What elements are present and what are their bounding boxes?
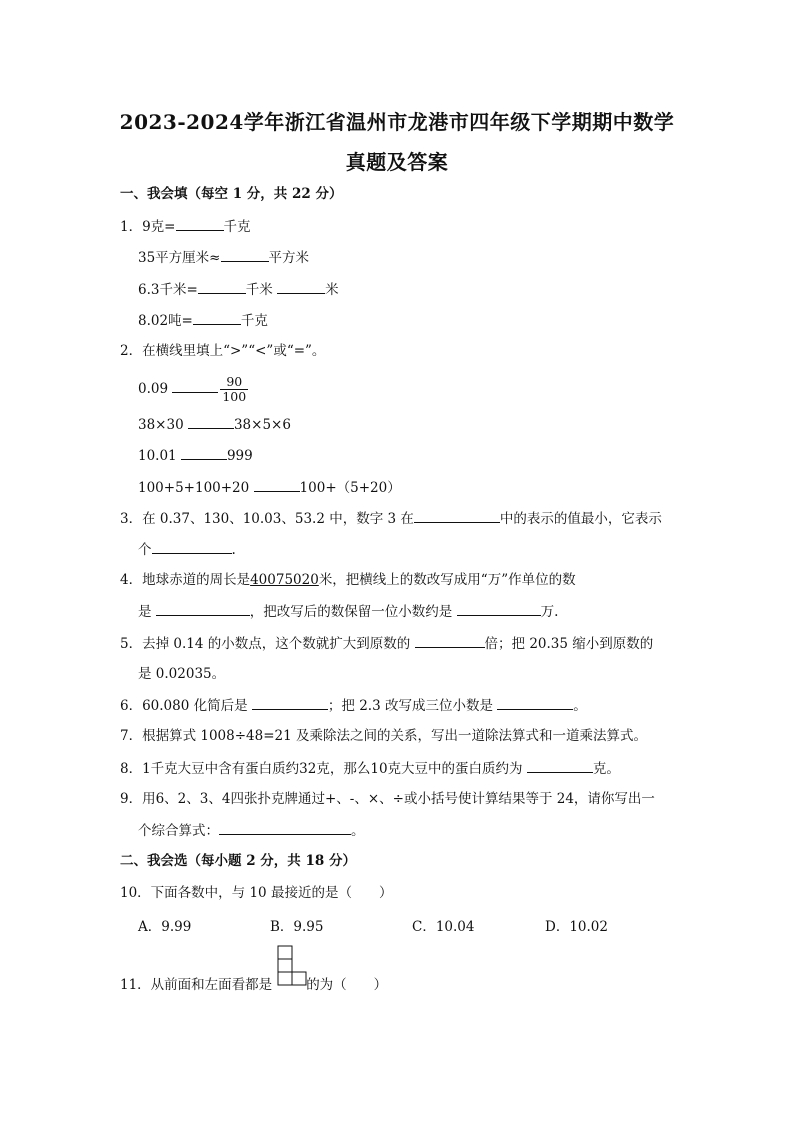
question-3-line1 bbox=[120, 508, 662, 529]
answer-blank[interactable] bbox=[457, 601, 541, 616]
q1b-prefix: 35平方厘米≈ bbox=[138, 250, 221, 266]
q2c-left: 10.01 bbox=[138, 448, 177, 464]
q1b-suffix: 平方米 bbox=[268, 250, 309, 266]
page-title-line2: 真题及答案 bbox=[345, 150, 449, 174]
q2d-right: 100+（5+20） bbox=[299, 480, 401, 496]
q5-prefix: 5．去掉 0.14 的小数点，这个数就扩大到原数的 bbox=[120, 636, 411, 652]
question-8 bbox=[120, 758, 620, 779]
question-1a bbox=[120, 216, 251, 237]
question-2d bbox=[138, 477, 401, 498]
answer-blank[interactable] bbox=[252, 695, 328, 710]
q9-suffix: 。 bbox=[351, 823, 365, 839]
q4-number: 40075020 bbox=[250, 572, 319, 588]
question-11 bbox=[120, 975, 387, 995]
question-5-line2: 是 0.02035。 bbox=[138, 666, 226, 682]
question-1b bbox=[138, 247, 309, 268]
answer-blank[interactable] bbox=[527, 758, 593, 773]
answer-blank[interactable] bbox=[181, 445, 227, 460]
question-2a bbox=[138, 375, 248, 404]
q3-prefix: 3．在 0.37、130、10.03、53.2 中，数字 3 在 bbox=[120, 511, 414, 527]
question-6 bbox=[120, 695, 587, 716]
answer-blank[interactable] bbox=[176, 216, 224, 231]
q2b-left: 38×30 bbox=[138, 417, 184, 433]
answer-blank[interactable] bbox=[277, 279, 325, 294]
question-1c bbox=[138, 279, 339, 300]
answer-blank[interactable] bbox=[254, 477, 300, 492]
fraction-denominator: 100 bbox=[222, 389, 247, 404]
option-a[interactable]: A．9.99 bbox=[138, 919, 192, 935]
q8-prefix: 8．1千克大豆中含有蛋白质约32克，那么10克大豆中的蛋白质约为 bbox=[120, 761, 523, 777]
question-2c bbox=[138, 445, 253, 466]
q4-line2-mid: ，把改写后的数保留一位小数约是 bbox=[249, 604, 453, 620]
question-7: 7．根据算式 1008÷48=21 及乘除法之间的关系，写出一道除法算式和一道乘法算式。 bbox=[120, 728, 648, 744]
q1c-prefix: 6.3千米= bbox=[138, 282, 198, 298]
q11-suffix: 的为（ ） bbox=[306, 977, 388, 993]
question-1d bbox=[138, 310, 268, 331]
question-2-text: 2．在横线里填上“>”“<”或“=”。 bbox=[120, 343, 326, 359]
question-9-line2 bbox=[138, 820, 365, 841]
q3-suffix: 中的表示的值最小，它表示 bbox=[499, 511, 662, 527]
question-9-line1: 9．用6、2、3、4四张扑克牌通过+、-、×、÷或小括号使计算结果等于 24，请你写出一 bbox=[120, 791, 655, 807]
q11-prefix: 11．从前面和左面看都是 bbox=[120, 977, 273, 993]
q4-prefix: 4．地球赤道的周长是 bbox=[120, 572, 251, 588]
question-4-line1 bbox=[120, 570, 576, 590]
q8-suffix: 克。 bbox=[592, 761, 620, 777]
q6-suffix: 。 bbox=[573, 698, 587, 714]
question-3-line2 bbox=[138, 539, 236, 560]
answer-blank[interactable] bbox=[415, 633, 485, 648]
cube-view-grid-icon bbox=[277, 945, 307, 987]
q3-line2-prefix: 个 bbox=[138, 542, 152, 558]
q5-suffix: 倍；把 20.35 缩小到原数的 bbox=[484, 636, 654, 652]
q1a-suffix: 千克 bbox=[223, 219, 251, 235]
option-d[interactable]: D．10.02 bbox=[545, 919, 608, 935]
section-heading-choice: 二、我会选（每小题 2 分，共 18 分） bbox=[120, 853, 356, 869]
answer-blank[interactable] bbox=[193, 310, 241, 325]
q1d-prefix: 8.02吨= bbox=[138, 313, 193, 329]
answer-blank[interactable] bbox=[152, 539, 232, 554]
fraction bbox=[220, 375, 248, 404]
question-5-line1 bbox=[120, 633, 653, 654]
answer-blank[interactable] bbox=[156, 601, 250, 616]
answer-blank[interactable] bbox=[221, 247, 269, 262]
q1c-suffix: 米 bbox=[325, 282, 339, 298]
fraction-numerator: 90 bbox=[220, 375, 248, 390]
q1c-mid: 千米 bbox=[245, 282, 273, 298]
answer-blank[interactable] bbox=[188, 414, 234, 429]
q4-line2-suffix: 万. bbox=[540, 604, 559, 620]
q6-mid: ；把 2.3 改写成三位小数是 bbox=[327, 698, 493, 714]
answer-blank[interactable] bbox=[497, 695, 573, 710]
q3-line2-suffix: . bbox=[231, 542, 236, 558]
q2c-right: 999 bbox=[226, 448, 253, 464]
q4-line2-prefix: 是 bbox=[138, 604, 152, 620]
question-2b bbox=[138, 414, 291, 435]
answer-blank[interactable] bbox=[172, 378, 218, 393]
q2b-right: 38×5×6 bbox=[233, 417, 291, 433]
q4-suffix: 米，把横线上的数改写成用“万”作单位的数 bbox=[318, 572, 576, 588]
q9-prefix: 个综合算式： bbox=[138, 823, 219, 839]
section-heading-fill: 一、我会填（每空 1 分，共 22 分） bbox=[120, 186, 343, 202]
answer-blank[interactable] bbox=[414, 508, 500, 523]
q2d-left: 100+5+100+20 bbox=[138, 480, 250, 496]
answer-blank[interactable] bbox=[219, 820, 351, 835]
page-title-line1: 2023-2024学年浙江省温州市龙港市四年级下学期期中数学 bbox=[119, 110, 675, 134]
q6-prefix: 6．60.080 化简后是 bbox=[120, 698, 248, 714]
option-b[interactable]: B．9.95 bbox=[270, 919, 324, 935]
q1d-suffix: 千克 bbox=[240, 313, 268, 329]
q1a-prefix: 1．9克= bbox=[120, 219, 176, 235]
answer-blank[interactable] bbox=[198, 279, 246, 294]
question-10-text: 10．下面各数中，与 10 最接近的是（ ） bbox=[120, 885, 393, 901]
option-c[interactable]: C．10.04 bbox=[412, 919, 475, 935]
question-4-line2 bbox=[138, 601, 558, 622]
q2a-left: 0.09 bbox=[138, 381, 169, 397]
